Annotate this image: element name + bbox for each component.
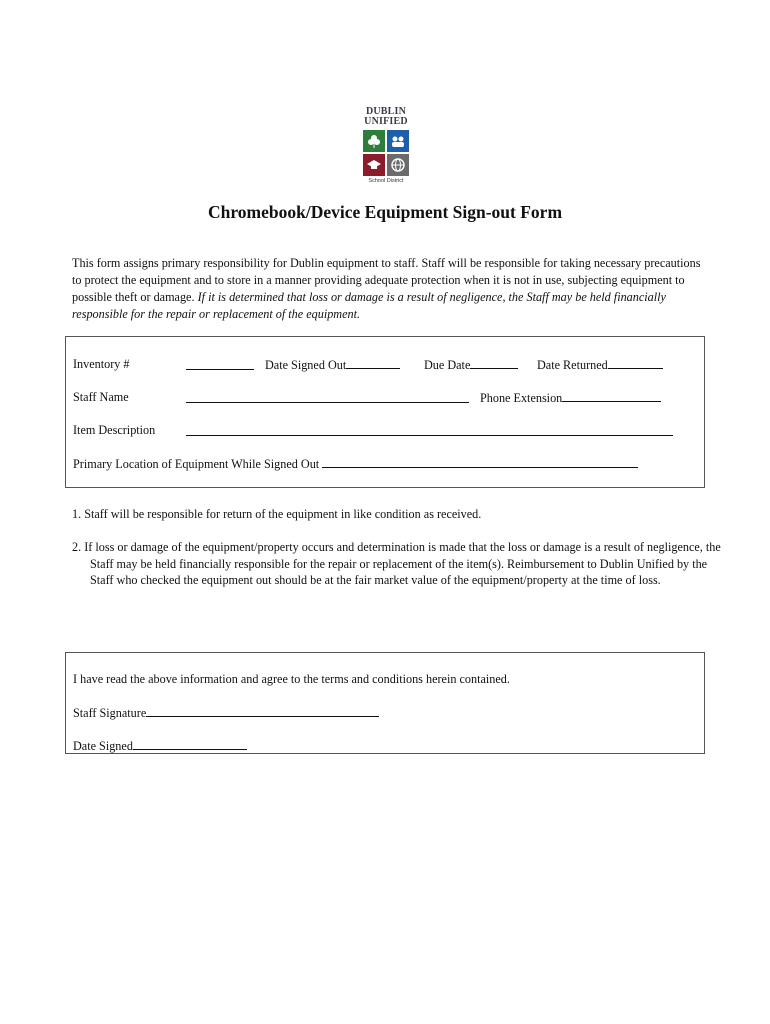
date-signed-field[interactable] (73, 738, 247, 754)
clover-icon (363, 130, 385, 152)
date-returned-label: Date Returned (537, 358, 608, 372)
equipment-details-box (65, 336, 705, 488)
intro-paragraph (72, 255, 712, 323)
staff-name-label: Staff Name (73, 390, 129, 404)
agreement-statement: I have read the above information and agree to the terms and conditions herein contained. (73, 672, 510, 686)
logo-subtitle: School District (368, 178, 404, 184)
date-returned-field[interactable] (537, 357, 663, 373)
globe-icon (387, 154, 409, 176)
date-signed-out-label: Date Signed Out (265, 358, 347, 372)
inventory-label: Inventory # (73, 357, 130, 371)
phone-extension-label: Phone Extension (480, 391, 563, 405)
staff-signature-label: Staff Signature (73, 706, 147, 720)
inventory-field[interactable] (186, 358, 254, 374)
term-1: 1. Staff will be responsible for return of the equipment in like condition as received. (72, 507, 482, 521)
date-signed-label: Date Signed (73, 739, 133, 753)
logo-line-1: DUBLIN (365, 106, 407, 117)
primary-location-field[interactable] (73, 456, 638, 472)
graduation-cap-icon (363, 154, 385, 176)
district-logo (361, 107, 411, 184)
intro-italic-text: If it is determined that loss or damage is a result of negligence, the Staff may be held financially responsible for the repair or replacement of the equipment. (72, 290, 666, 321)
form-title: Chromebook/Device Equipment Sign-out Form (207, 202, 563, 222)
intro-text: This form assigns primary responsibility for Dublin equipment to staff. Staff will be responsible for taking necessary precautions to protect the equipment and to store in a manner providing adequate protection when it is not in use, subjecting equipment to possible theft or damage. (72, 256, 701, 304)
inventory-row (73, 357, 130, 372)
item-description-label: Item Description (73, 423, 156, 437)
due-date-field[interactable] (424, 357, 518, 373)
item-description-field[interactable] (186, 424, 673, 440)
staff-name-field[interactable] (186, 391, 469, 407)
date-signed-out-field[interactable] (265, 357, 400, 373)
logo-line-2: UNIFIED (364, 116, 408, 127)
staff-name-row (73, 390, 129, 405)
logo-tiles (361, 130, 411, 176)
item-description-row (73, 423, 155, 438)
people-icon (387, 130, 409, 152)
phone-extension-field[interactable] (480, 390, 661, 406)
agreement-box (65, 652, 705, 754)
term-2: 2. If loss or damage of the equipment/property occurs and determination is made that the loss or damage is a result of negligence, the Staff may be held financially responsible for the repair or replacement of the item(s). Reimbursement to Dublin Unified by the Staff who checked the equipment out should be at the fair market value of the equipment/property at the time of loss. (72, 540, 721, 587)
due-date-label: Due Date (424, 358, 471, 372)
primary-location-label: Primary Location of Equipment While Signed Out (73, 457, 320, 471)
staff-signature-field[interactable] (73, 705, 379, 721)
